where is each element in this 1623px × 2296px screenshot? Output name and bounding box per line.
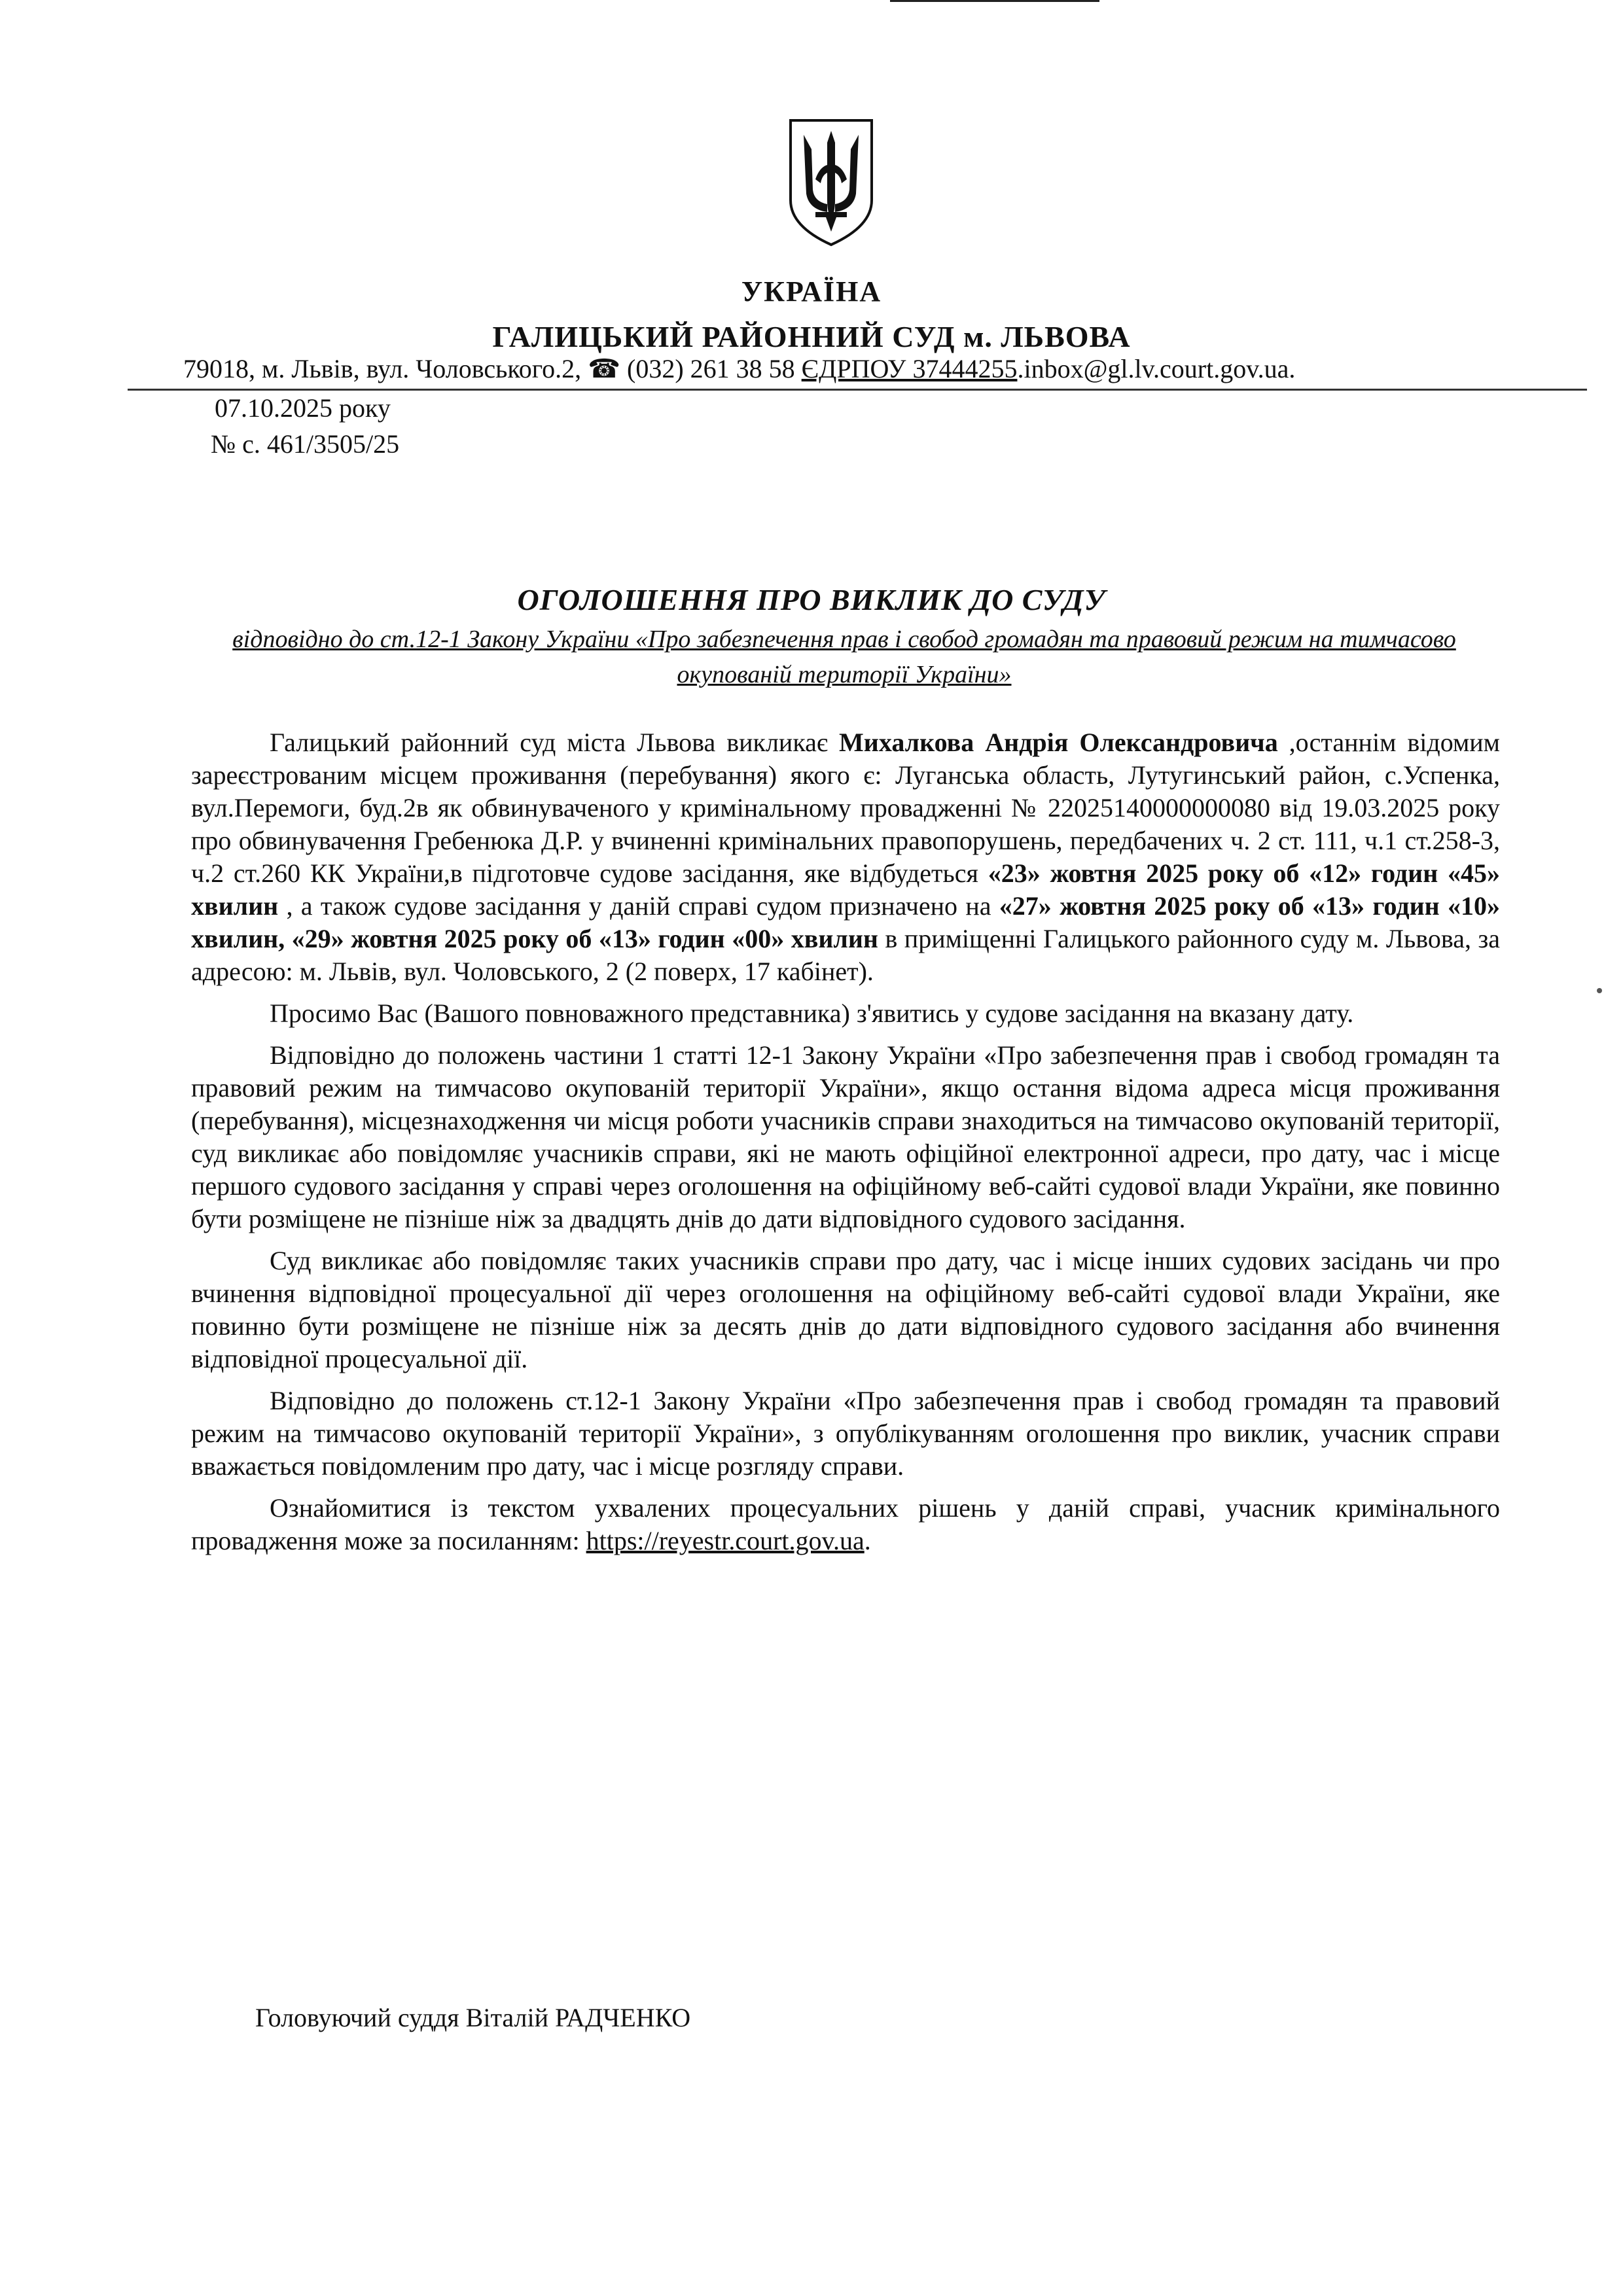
case-number: № с. 461/3505/25 [211,429,400,459]
registry-text-end: . [864,1526,871,1555]
email-address: .inbox@gl.lv.court.gov.ua. [1017,354,1296,383]
registry-link[interactable]: https://reyestr.court.gov.ua [586,1526,865,1555]
scan-dot [1597,988,1602,993]
country-heading: УКРАЇНА [741,275,882,308]
paragraph-other-hearings: Суд викликає або повідомляє таких учасників справи про дату, час і місце інших судових засідань чи про вчинення відповідної процесуальної дії через оголошення на офіційному веб-сайті судової влади України, яке повинно бути розміщене не пізніше ніж за десять днів до дати відповідного судового засідання або вчинення відповідної процесуальної дії. [191,1246,1500,1373]
phone-icon: ☎ [588,354,621,383]
registry-text: Ознайомитися із текстом ухвалених процесуальних рішень у даній справі, учасник кримінального провадження може за посиланням: [191,1493,1500,1555]
announcement-body [191,726,1500,1566]
court-name-heading: ГАЛИЦЬКИЙ РАЙОННИЙ СУД м. ЛЬВОВА [492,320,1131,353]
preparatory-hearing-datetime: «23» жовтня 2025 року об «12» годин «45» хвилин [191,858,1500,921]
paragraph-request: Просимо Вас (Вашого повноважного представника) з'явитись у судове засідання на вказану дату. [270,998,1354,1028]
paragraph-summons [191,726,1500,988]
hearing-datetimes: «27» жовтня 2025 року об «13» годин «10» хвилин, «29» жовтня 2025 року об «13» годин «00» хвилин [191,891,1500,953]
phone-number: (032) 261 38 58 [627,354,795,383]
announcement-subtitle: відповідно до ст.12-1 Закону України «Про забезпечення прав і свобод громадян та правовий режим на тимчасово окупованій території України» [232,626,1456,688]
document-date: 07.10.2025 року [215,393,391,423]
scan-top-line [890,0,1099,2]
header-divider [128,389,1587,391]
summons-text-a: Галицький районний суд міста Львова викликає [270,728,840,757]
accused-name: Михалкова Андрія Олександровича [839,728,1278,757]
judge-signature: Головуючий суддя Віталій РАДЧЕНКО [255,2003,691,2032]
street-address: 79018, м. Львів, вул. Чоловського.2, [183,354,582,383]
tryzub-emblem-icon [787,116,876,247]
court-address-line [183,353,1295,384]
paragraph-registry [191,1492,1500,1557]
edrpou-code: ЄДРПОУ 37444255 [801,354,1018,383]
summons-text-c: , а також судове засідання у даній справі судом призначено на [278,891,999,921]
paragraph-law-part1: Відповідно до положень частини 1 статті 12-1 Закону України «Про забезпечення прав і свобод громадян та правовий режим на тимчасово окупованій території України», якщо остання відома адреса місця проживання (перебування), місцезнаходження чи місця роботи учасників справи знаходиться на тимчасово окупованій території, суд викликає або повідомляє учасників справи, які не мають офіційної електронної адреси, про дату, час і місце першого судового засідання у справі через оголошення на офіційному веб-сайті судової влади України, яке повинно бути розміщене не пізніше ніж за двадцять днів до дати відповідного судового засідання. [191,1040,1500,1233]
summons-text-b: ,останнім відомим зареєстрованим місцем проживання (перебування) якого є: Луганська область, Лутугинський район, с.Успенка, вул.Перемоги, буд.2в як обвинуваченого у кримінальному провадженні № 22025140000000080 від 19.03.2025 року про обвинувачення Гребенюка Д.Р. у вчиненні кримінальних правопорушень, передбачених ч. 2 ст. 111, ч.1 ст.258-3, ч.2 ст.260 КК України,в підготовче судове засідання, яке відбудеться [191,728,1500,888]
summons-text-d: в приміщенні Галицького районного суду м. Львова, за адресою: м. Львів, вул. Чоловського, 2 (2 поверх, 17 кабінет). [191,924,1501,986]
paragraph-notification: Відповідно до положень ст.12-1 Закону України «Про забезпечення прав і свобод громадян та правовий режим на тимчасово окупованій території України», з опублікуванням оголошення про виклик, учасник справи вважається повідомленим про дату, час і місце розгляду справи. [191,1386,1500,1481]
announcement-title: ОГОЛОШЕННЯ ПРО ВИКЛИК ДО СУДУ [517,583,1106,616]
